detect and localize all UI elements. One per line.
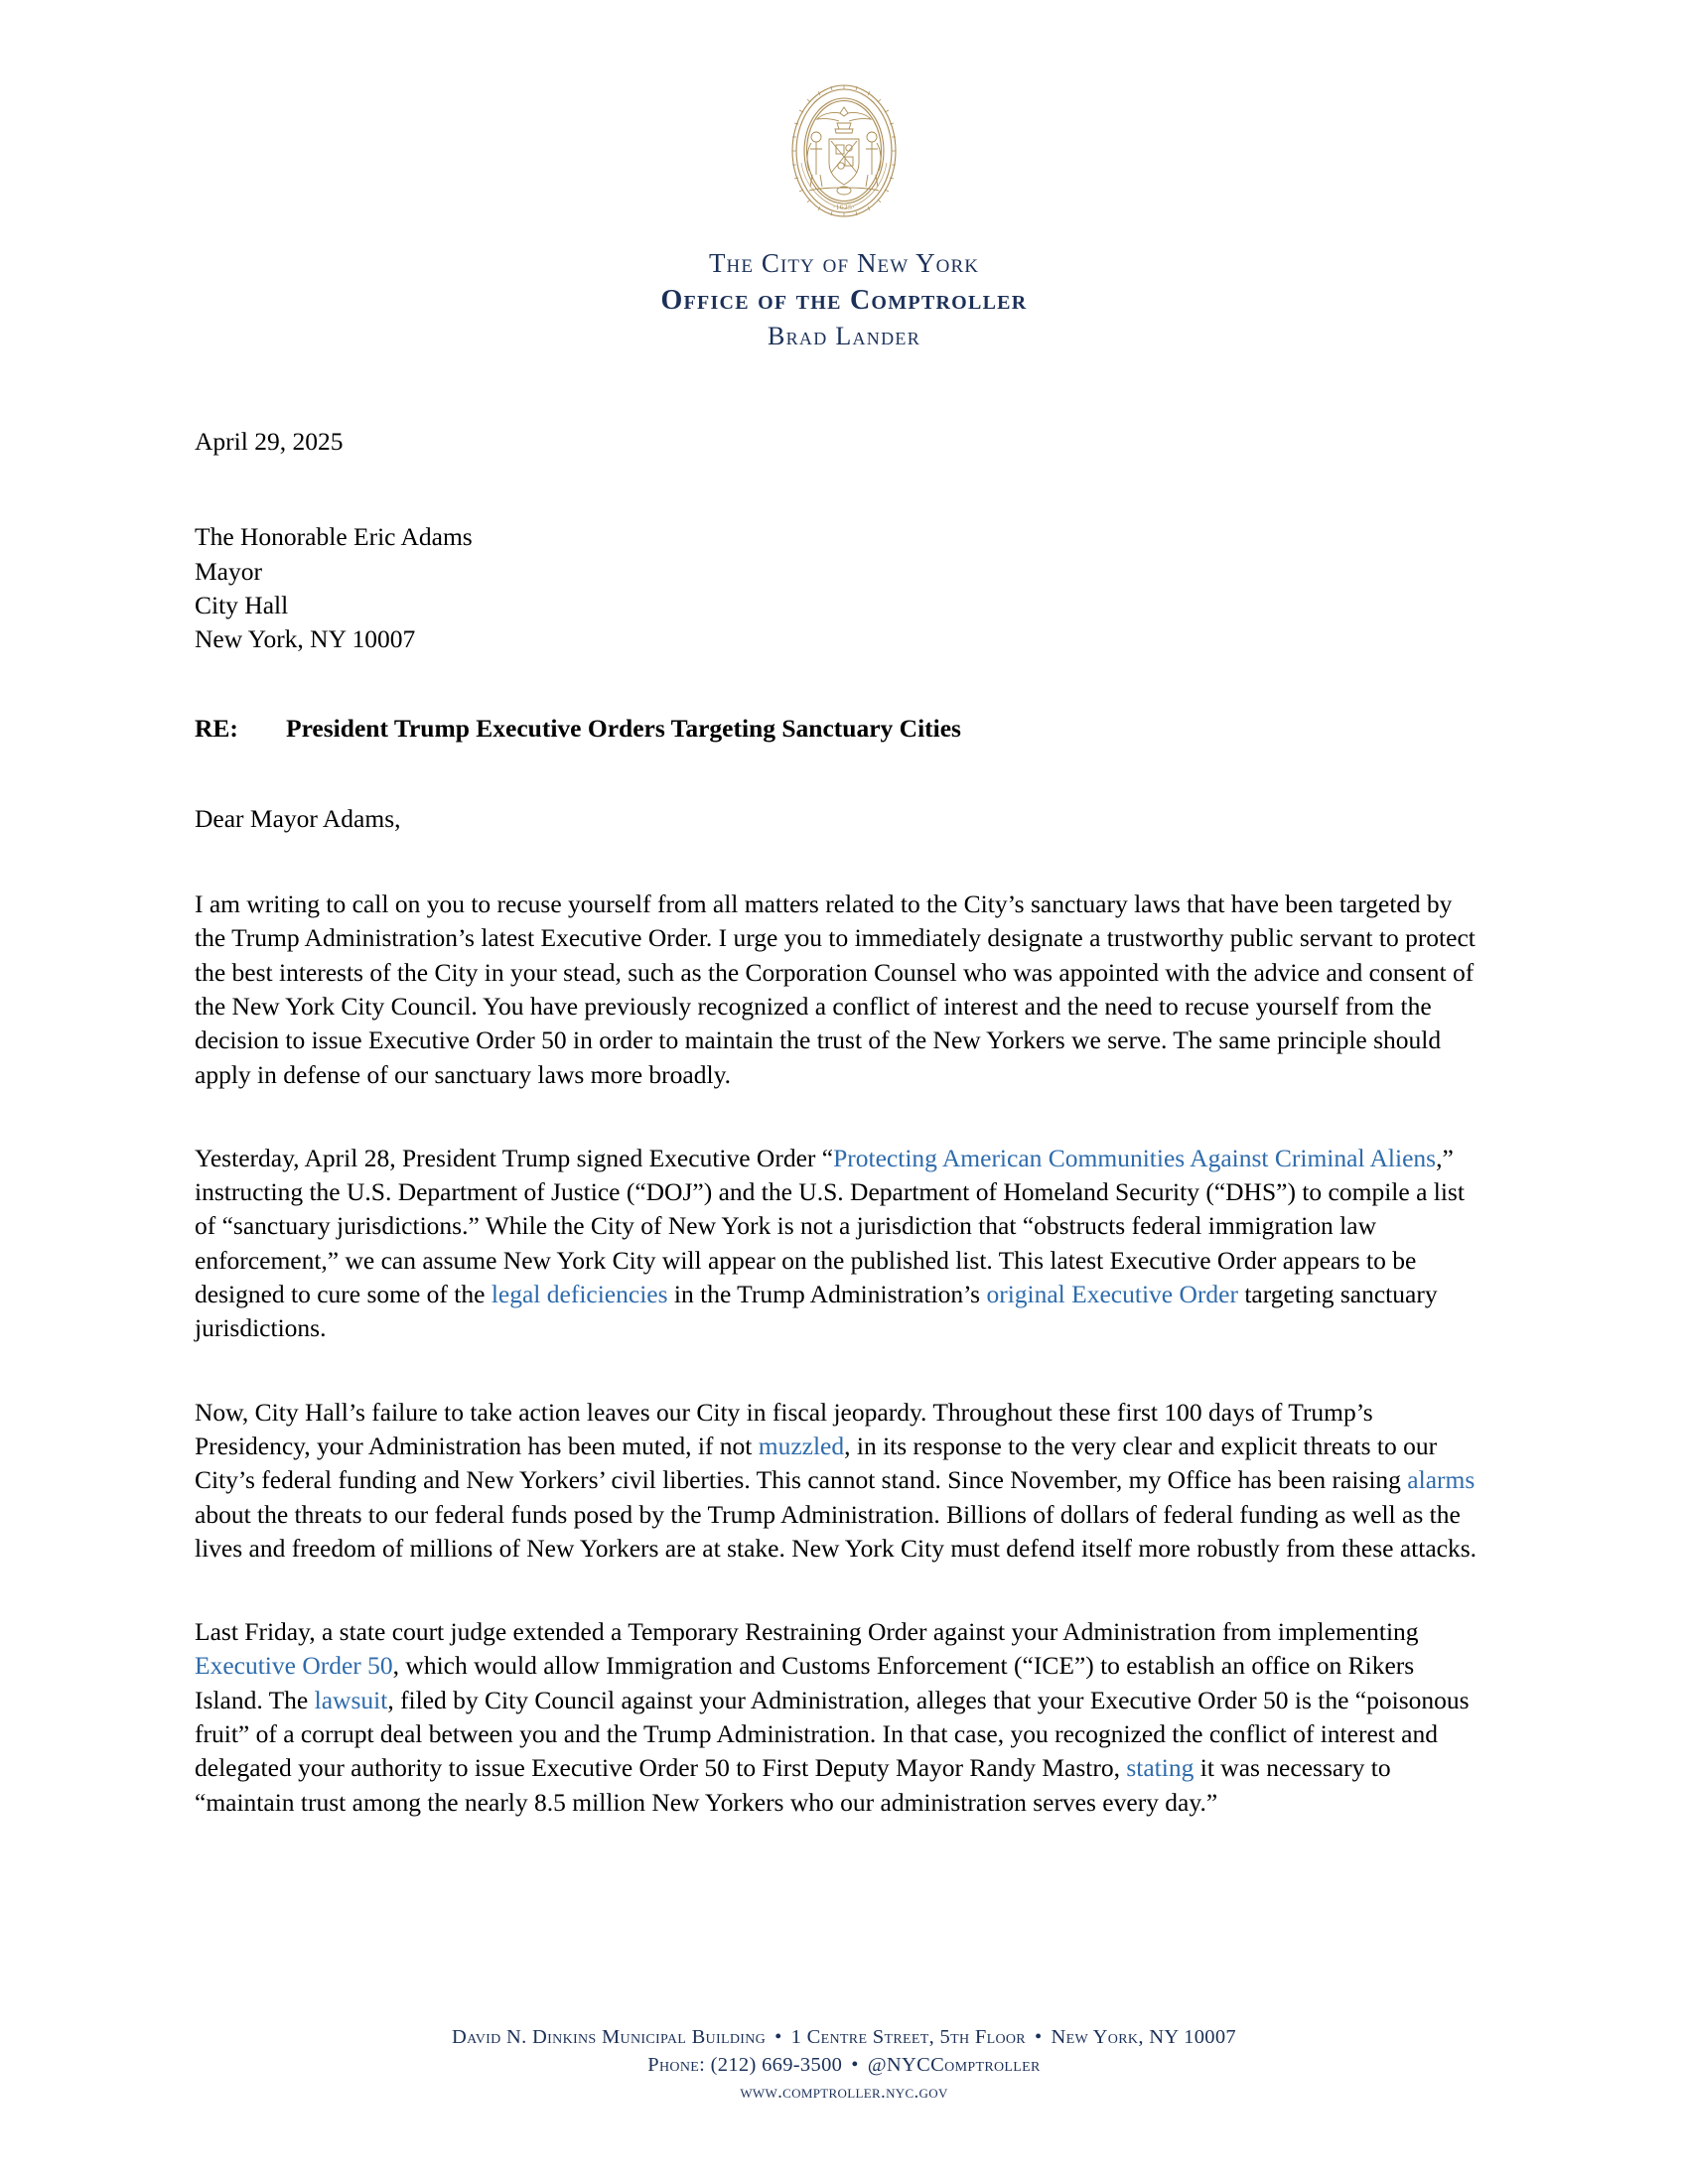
footer-social-handle[interactable]: @NYCComptroller	[867, 2054, 1041, 2076]
paragraph-text: about the threats to our federal funds posed by the Trump Administration. Billions of dollars of federal funding as well as the lives and freedom of millions of New Yorkers are at stake. New York City must defend itself more robustly from these attacks.	[195, 1499, 1477, 1563]
re-label: RE:	[195, 714, 238, 744]
paragraph-text: Yesterday, April 28, President Trump signed Executive Order “	[195, 1143, 834, 1172]
letter-date: April 29, 2025	[195, 427, 344, 456]
letter-body	[195, 425, 1480, 1869]
addressee-name: The Honorable Eric Adams	[195, 522, 473, 552]
footer-contact-line	[0, 2054, 1688, 2077]
inline-link[interactable]: original Executive Order	[986, 1280, 1238, 1309]
addressee-citystate: New York, NY 10007	[195, 624, 416, 654]
letterhead	[0, 0, 1688, 351]
letter-paragraph	[195, 1396, 1480, 1566]
footer-website[interactable]: www.comptroller.nyc.gov	[740, 2082, 948, 2103]
paragraph-text: Now, City Hall’s failure to take action leaves our City in fiscal jeopardy. Throughout these first 100 days of Trump’s Presidency, your Administration has been muted, if not	[195, 1397, 1373, 1460]
re-line	[195, 712, 1480, 746]
letter-paragraph	[195, 887, 1480, 1092]
addressee-block	[195, 520, 1480, 656]
inline-link[interactable]: legal deficiencies	[491, 1280, 668, 1309]
footer-bullet-3: •	[851, 2054, 859, 2076]
paragraph-text: I am writing to call on you to recuse yourself from all matters related to the City’s sanctuary laws that have been targeted by the Trump Administration’s latest Executive Order. I urge you to immediately designate a trustworthy public servant to protect the best interests of the City in your stead, such as the Corporation Counsel who was appointed with the advice and consent of the New York City Council. You have previously recognized a conflict of interest and the need to recuse yourself from the decision to issue Executive Order 50 in order to maintain the trust of the New Yorkers we serve. The same principle should apply in defense of our sanctuary laws more broadly.	[195, 889, 1476, 1089]
footer-address-line	[0, 2026, 1688, 2049]
nyc-city-seal-icon	[779, 71, 909, 230]
letter-paragraph	[195, 1615, 1480, 1820]
paragraph-text: targeting sanctuary jurisdictions.	[195, 1280, 1438, 1343]
paragraph-text: ,” instructing the U.S. Department of Justice (“DOJ”) and the U.S. Department of Homeland Security (“DHS”) to compile a list of “sanctuary jurisdictions.” While the City of New York is not a jurisdiction that “obstructs federal immigration law enforcement,” we can assume New York City will appear on the published list. This latest Executive Order appears to be designed to cure some of the	[195, 1143, 1465, 1309]
svg-text:·1625·: ·1625·	[832, 203, 856, 211]
inline-link[interactable]: Protecting American Communities Against Criminal Aliens	[833, 1143, 1437, 1172]
letter-paragraph	[195, 1142, 1480, 1346]
footer-phone: Phone: (212) 669-3500	[647, 2054, 843, 2076]
paragraph-text: , in its response to the very clear and explicit threats to our City’s federal funding and New Yorkers’ civil liberties. This cannot stand. Since November, my Office has been raising	[195, 1431, 1438, 1495]
letterhead-office: Office of the Comptroller	[660, 285, 1028, 316]
paragraph-text: , filed by City Council against your Administration, alleges that your Executive Order 50 is the “poisonous fruit” of a corrupt deal between you and the Trump Administration. In that case, you recognized the conflict of interest and delegated your authority to issue Executive Order 50 to First Deputy Mayor Randy Mastro,	[195, 1685, 1470, 1783]
re-subject: President Trump Executive Orders Targeting Sanctuary Cities	[286, 714, 961, 744]
letter-footer	[0, 2026, 1688, 2109]
footer-bullet-1: •	[774, 2026, 782, 2048]
footer-bullet-2: •	[1034, 2026, 1043, 2048]
footer-citystate: New York, NY 10007	[1051, 2026, 1236, 2048]
footer-street: 1 Centre Street, 5th Floor	[790, 2026, 1026, 2048]
letterhead-official: Brad Lander	[767, 322, 921, 350]
paragraph-text: , which would allow Immigration and Customs Enforcement (“ICE”) to establish an office on Rikers Island. The	[195, 1651, 1415, 1714]
paragraph-list	[195, 887, 1480, 1820]
addressee-building: City Hall	[195, 590, 289, 619]
salutation: Dear Mayor Adams,	[195, 803, 401, 833]
inline-link[interactable]: Executive Order 50	[195, 1651, 393, 1681]
paragraph-text: Last Friday, a state court judge extended a Temporary Restraining Order against your Administration from implementing	[195, 1617, 1419, 1647]
inline-link[interactable]: alarms	[1407, 1465, 1476, 1495]
inline-link[interactable]: muzzled	[758, 1431, 845, 1460]
footer-building: David N. Dinkins Municipal Building	[451, 2026, 767, 2048]
addressee-title: Mayor	[195, 556, 262, 586]
inline-link[interactable]: lawsuit	[314, 1685, 388, 1714]
inline-link[interactable]: stating	[1126, 1753, 1195, 1783]
paragraph-text: it was necessary to “maintain trust among the nearly 8.5 million New Yorkers who our administration serves every day.”	[195, 1753, 1391, 1817]
paragraph-text: in the Trump Administration’s	[667, 1280, 987, 1309]
letterhead-city: The City of New York	[708, 248, 980, 278]
